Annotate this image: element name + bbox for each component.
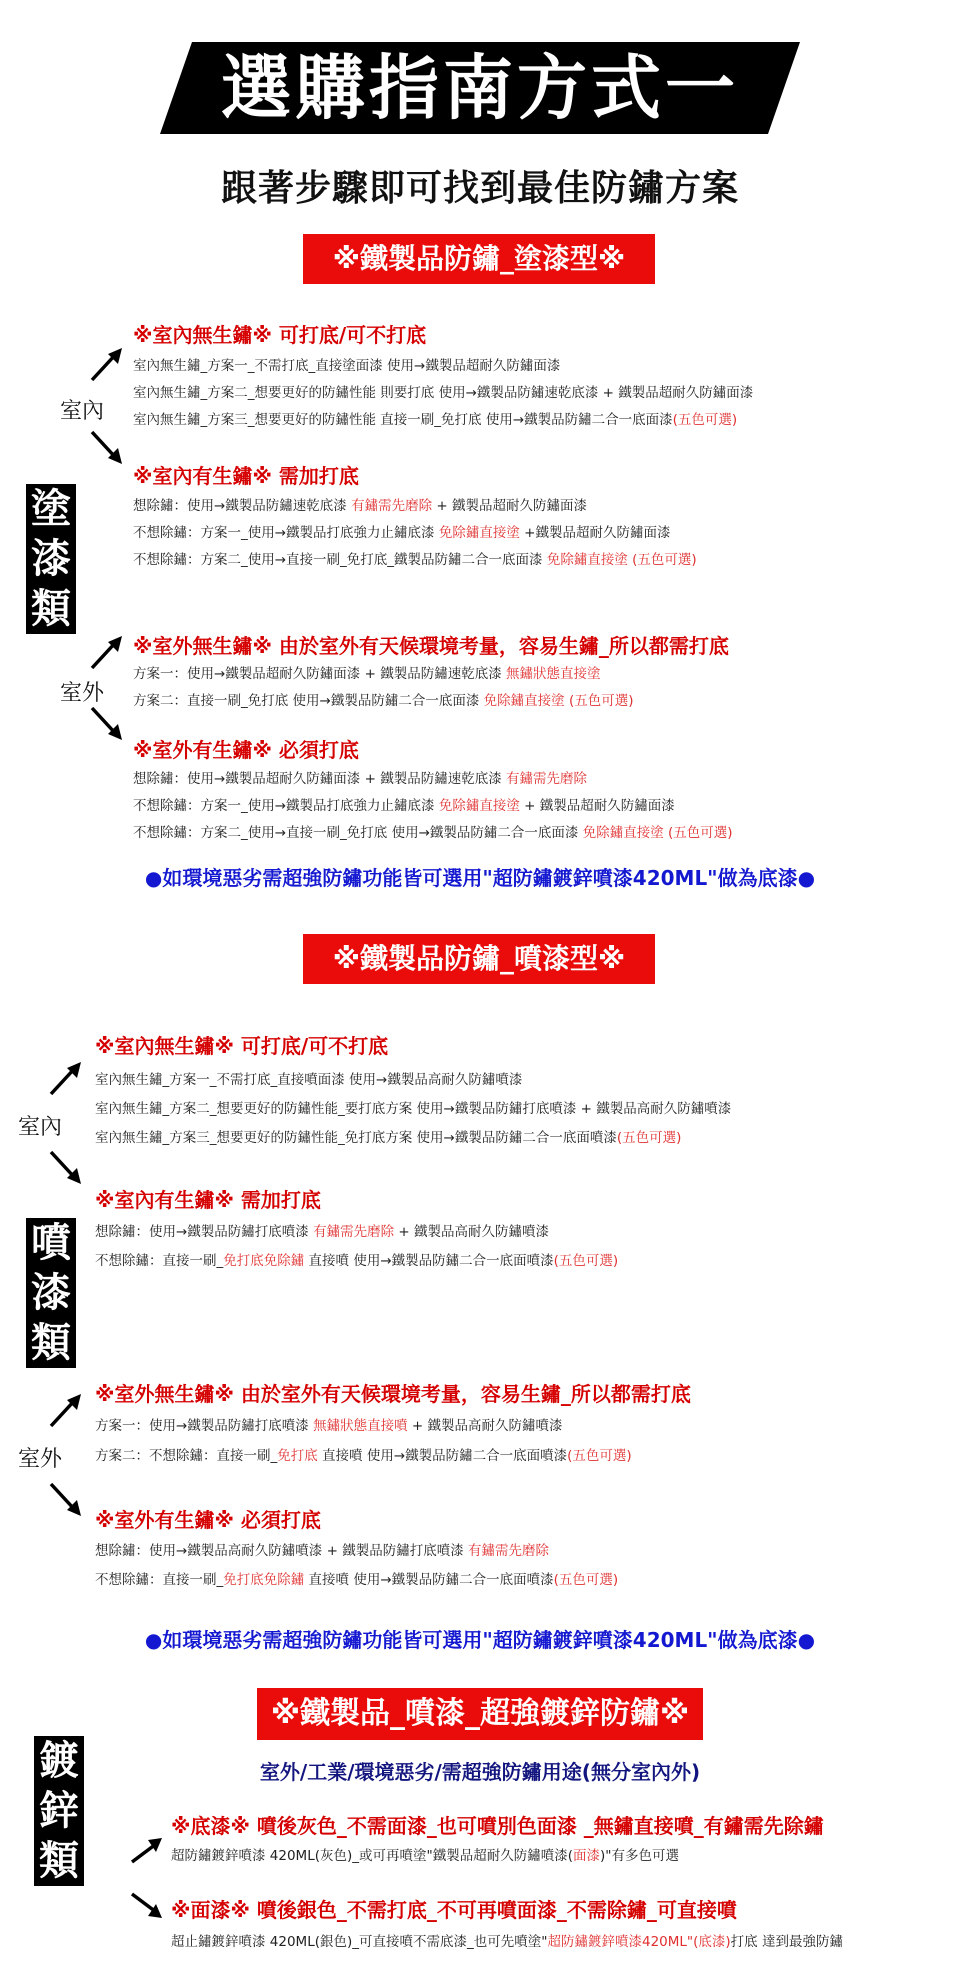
arrow-down-icon	[86, 428, 126, 466]
section2-outdoor-label: 室外	[18, 1447, 63, 1472]
s1-indoor-norust-line2: 室內無生鏽_方案二_想要更好的防鏽性能 則要打底 使用→鐵製品防鏽速乾底漆 + 鐵製品超耐久防鏽面漆	[133, 385, 754, 401]
section2-indoor-label: 室內	[18, 1115, 63, 1140]
s1-outdoor-rust-line3: 不想除鏽：方案二_使用→直接一刷_免打底 使用→鐵製品防鏽二合一底面漆 免除鏽直接塗 (五色可選)	[133, 825, 733, 841]
s2-indoor-norust-heading: ※室內無生鏽※ 可打底/可不打底	[95, 1034, 389, 1058]
s1-indoor-rust-line2: 不想除鏽：方案一_使用→鐵製品打底強力止鏽底漆 免除鏽直接塗 +鐵製品超耐久防鏽面漆	[133, 525, 671, 541]
arrow-up-icon	[86, 346, 126, 384]
s2-indoor-rust-line2: 不想除鏽：直接一刷_免打底免除鏽 直接噴 使用→鐵製品防鏽二合一底面噴漆(五色可選)	[95, 1253, 619, 1269]
s1-outdoor-norust-line2: 方案二：直接一刷_免打底 使用→鐵製品防鏽二合一底面漆 免除鏽直接塗 (五色可選)	[133, 693, 634, 709]
s2-indoor-norust-line3: 室內無生鏽_方案三_想要更好的防鏽性能_免打底方案 使用→鐵製品防鏽二合一底面噴漆(五色可選)	[95, 1130, 682, 1146]
section1-vlabel: 塗 漆 類	[26, 484, 76, 634]
s3-primer-heading: ※底漆※ 噴後灰色_不需面漆_也可噴別色面漆 _無鏽直接噴_有鏽需先除鏽	[171, 1814, 824, 1838]
s1-indoor-rust-line1: 想除鏽：使用→鐵製品防鏽速乾底漆 有鏽需先磨除 + 鐵製品超耐久防鏽面漆	[133, 498, 588, 514]
s2-outdoor-norust-line1: 方案一：使用→鐵製品防鏽打底噴漆 無鏽狀態直接噴 + 鐵製品高耐久防鏽噴漆	[95, 1418, 563, 1434]
section2-vlabel: 噴 漆 類	[26, 1218, 76, 1368]
s2-outdoor-rust-heading: ※室外有生鏽※ 必須打底	[95, 1508, 321, 1532]
section3-header: ※鐵製品_噴漆_超強鍍鋅防鏽※	[257, 1688, 703, 1740]
s2-indoor-rust-heading: ※室內有生鏽※ 需加打底	[95, 1188, 321, 1212]
s3-usage-subtitle: 室外/工業/環境惡劣/需超強防鏽用途(無分室內外)	[259, 1760, 701, 1784]
arrow-down-icon	[126, 1886, 166, 1924]
s2-outdoor-rust-line2: 不想除鏽：直接一刷_免打底免除鏽 直接噴 使用→鐵製品防鏽二合一底面噴漆(五色可選)	[95, 1572, 619, 1588]
arrow-down-icon	[45, 1148, 85, 1186]
s1-outdoor-norust-heading: ※室外無生鏽※ 由於室外有天候環境考量，容易生鏽_所以都需打底	[133, 634, 729, 658]
s1-indoor-norust-heading: ※室內無生鏽※ 可打底/可不打底	[133, 323, 427, 347]
s3-topcoat-line1: 超止鏽鍍鋅噴漆 420ML(銀色)_可直接噴不需底漆_也可先噴塗"超防鏽鍍鋅噴漆420ML"(底漆)打底 達到最強防鏽	[171, 1934, 843, 1950]
title-banner	[160, 42, 800, 134]
s3-topcoat-heading: ※面漆※ 噴後銀色_不需打底_不可再噴面漆_不需除鏽_可直接噴	[171, 1898, 737, 1922]
banner-title: 選購指南方式一	[221, 47, 739, 129]
arrow-up-icon	[126, 1832, 166, 1870]
section1-outdoor-label: 室外	[60, 681, 105, 706]
s2-outdoor-norust-line2: 方案二：不想除鏽：直接一刷_免打底 直接噴 使用→鐵製品防鏽二合一底面噴漆(五色可選)	[95, 1448, 632, 1464]
arrow-down-icon	[86, 704, 126, 742]
arrow-down-icon	[45, 1480, 85, 1518]
s1-indoor-rust-line3: 不想除鏽：方案二_使用→直接一刷_免打底_鐵製品防鏽二合一底面漆 免除鏽直接塗 (五色可選)	[133, 552, 697, 568]
s1-indoor-rust-heading: ※室內有生鏽※ 需加打底	[133, 464, 359, 488]
s2-zinc-note: ●如環境惡劣需超強防鏽功能皆可選用"超防鏽鍍鋅噴漆420ML"做為底漆●	[144, 1628, 816, 1652]
s1-indoor-norust-line1: 室內無生鏽_方案一_不需打底_直接塗面漆 使用→鐵製品超耐久防鏽面漆	[133, 358, 561, 374]
arrow-up-icon	[45, 1392, 85, 1430]
s2-indoor-norust-line2: 室內無生鏽_方案二_想要更好的防鏽性能_要打底方案 使用→鐵製品防鏽打底噴漆 + 鐵製品高耐久防鏽噴漆	[95, 1101, 732, 1117]
s1-indoor-norust-line3: 室內無生鏽_方案三_想要更好的防鏽性能 直接一刷_免打底 使用→鐵製品防鏽二合一底面漆(五色可選)	[133, 412, 738, 428]
section3-vlabel: 鍍 鋅 類	[34, 1736, 84, 1886]
s1-outdoor-rust-line2: 不想除鏽：方案一_使用→鐵製品打底強力止鏽底漆 免除鏽直接塗 + 鐵製品超耐久防鏽面漆	[133, 798, 675, 814]
s3-primer-line1: 超防鏽鍍鋅噴漆 420ML(灰色)_或可再噴塗"鐵製品超耐久防鏽噴漆(面漆)"有多色可選	[171, 1848, 679, 1864]
s2-outdoor-rust-line1: 想除鏽：使用→鐵製品高耐久防鏽噴漆 + 鐵製品防鏽打底噴漆 有鏽需先磨除	[95, 1543, 549, 1559]
s2-indoor-norust-line1: 室內無生鏽_方案一_不需打底_直接噴面漆 使用→鐵製品高耐久防鏽噴漆	[95, 1072, 523, 1088]
s1-zinc-note: ●如環境惡劣需超強防鏽功能皆可選用"超防鏽鍍鋅噴漆420ML"做為底漆●	[144, 866, 816, 890]
section2-header: ※鐵製品防鏽_噴漆型※	[303, 934, 655, 984]
section1-header: ※鐵製品防鏽_塗漆型※	[303, 234, 655, 284]
arrow-up-icon	[45, 1060, 85, 1098]
s1-outdoor-rust-heading: ※室外有生鏽※ 必須打底	[133, 738, 359, 762]
s1-outdoor-norust-line1: 方案一：使用→鐵製品超耐久防鏽面漆 + 鐵製品防鏽速乾底漆 無鏽狀態直接塗	[133, 666, 601, 682]
section1-indoor-label: 室內	[60, 399, 105, 424]
arrow-up-icon	[86, 634, 126, 672]
s2-outdoor-norust-heading: ※室外無生鏽※ 由於室外有天候環境考量，容易生鏽_所以都需打底	[95, 1382, 691, 1406]
s1-outdoor-rust-line1: 想除鏽：使用→鐵製品超耐久防鏽面漆 + 鐵製品防鏽速乾底漆 有鏽需先磨除	[133, 771, 587, 787]
page-subtitle: 跟著步驟即可找到最佳防鏽方案	[220, 168, 739, 209]
s2-indoor-rust-line1: 想除鏽：使用→鐵製品防鏽打底噴漆 有鏽需先磨除 + 鐵製品高耐久防鏽噴漆	[95, 1224, 550, 1240]
